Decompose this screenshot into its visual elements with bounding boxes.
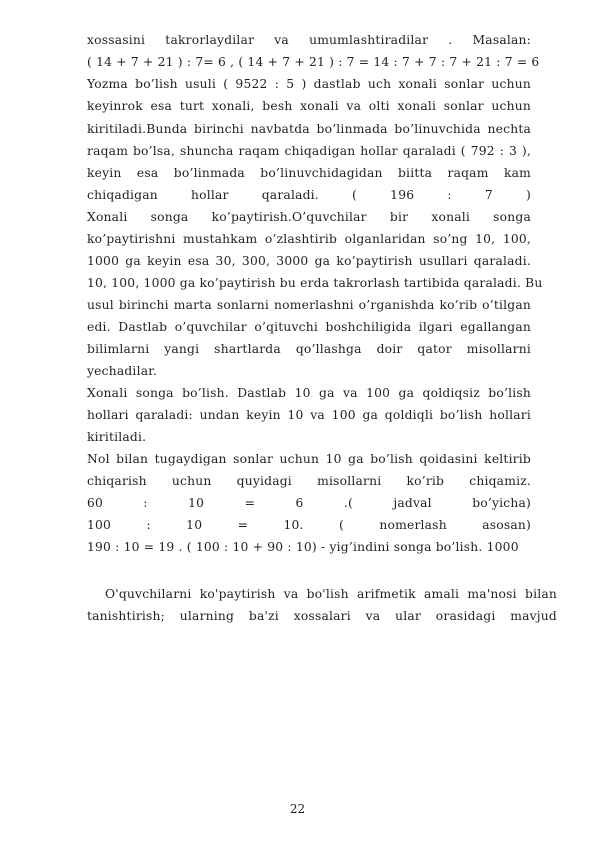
text-line: 1000 ga keyin esa 30, 300, 3000 ga ko’paytirish usullari qaraladi. [87,254,531,268]
text-line: hollari qaraladi: undan keyin 10 va 100 ga qoldiqli bo’lish hollari [87,408,531,422]
text-line: raqam bo’lsa, shuncha raqam chiqadigan hollar qaraladi ( 792 : 3 ), [87,144,531,158]
text-line: Nol bilan tugaydigan sonlar uchun 10 ga bo’lish qoidasini keltirib [87,452,531,466]
text-line: xossasini takrorlaydilar va umumlashtiradilar . Masalan: [87,33,531,47]
text-line: 10, 100, 1000 ga ko’paytirish bu erda takrorlash tartibida qaraladi. Bu [87,276,543,290]
text-line: Yozma bo’lish usuli ( 9522 : 5 ) dastlab uch xonali sonlar uchun [87,77,531,91]
text-line: yechadilar. [87,364,158,378]
page-number: 22 [289,802,306,816]
text-line: edi. Dastlab o’quvchilar o’qituvchi boshchiligida ilgari egallangan [87,320,531,334]
text-line: chiqarish uchun quyidagi misollarni ko’rib chiqamiz. [87,474,531,488]
text-line: keyinrok esa turt xonali, besh xonali va olti xonali sonlar uchun [87,99,531,113]
text-line: bilimlarni yangi shartlarda qo’llashga doir qator misollarni [87,342,531,356]
text-line: chiqadigan hollar qaraladi. ( 196 : 7 ) [87,188,531,202]
text-line: usul birinchi marta sonlarni nomerlashni o’rganishda ko’rib o’tilgan [87,298,531,312]
text-line: O'quvchilarni ko'paytirish va bo'lish arifmetik amali ma'nosi bilan [105,587,557,601]
text-line: ( 14 + 7 + 21 ) : 7= 6 , ( 14 + 7 + 21 ) : 7 = 14 : 7 + 7 : 7 + 21 : 7 = 6 [87,55,540,69]
text-line: Xonali songa bo’lish. Dastlab 10 ga va 100 ga qoldiqsiz bo’lish [87,386,531,400]
text-line: 100 : 10 = 10. ( nomerlash asosan) [87,518,531,532]
text-line: kiritiladi. [87,430,147,444]
text-line: ko’paytirishni mustahkam o’zlashtirib olganlaridan so’ng 10, 100, [87,232,531,246]
text-line: kiritiladi.Bunda birinchi navbatda bo’linmada bo’linuvchida nechta [87,122,531,136]
text-line: Xonali songa ko’paytirish.O’quvchilar bir xonali songa [87,210,531,224]
text-line: 190 : 10 = 19 . ( 100 : 10 + 90 : 10) - yig’indini songa bo’lish. 1000 [87,540,519,554]
text-line: keyin esa bo’linmada bo’linuvchidagidan biitta raqam kam [87,166,531,180]
text-line: tanishtirish; ularning ba'zi xossalari va ular orasidagi mavjud [87,609,557,623]
text-line: 60 : 10 = 6 .( jadval bo’yicha) [87,496,531,510]
